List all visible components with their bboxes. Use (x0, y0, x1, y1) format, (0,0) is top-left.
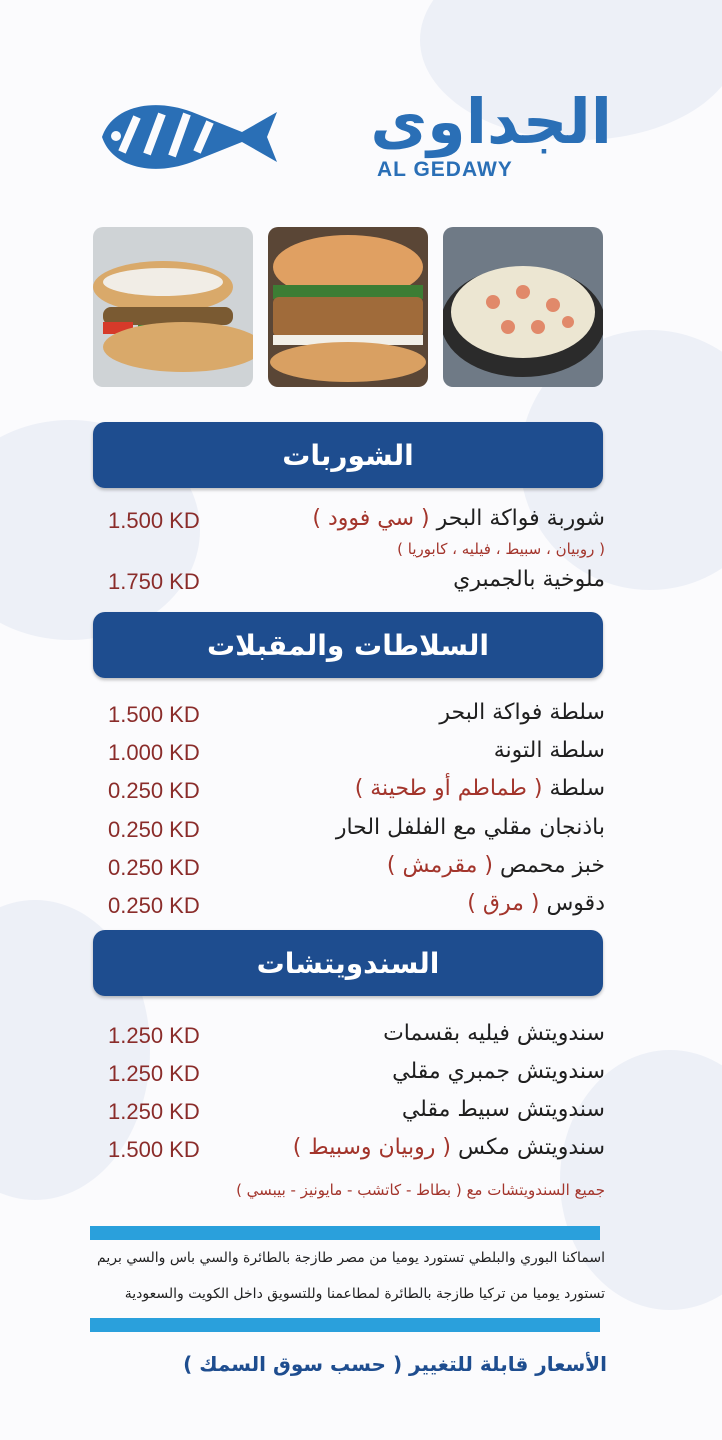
menu-item (100, 853, 605, 887)
item-name: سلطة فواكة البحر (439, 700, 605, 725)
item-price: 1.250 KD (108, 1023, 200, 1048)
brand-name-english: AL GEDAWY (377, 158, 513, 181)
price-disclaimer: الأسعار قابلة للتغيير ( حسب سوق السمك ) (183, 1352, 607, 1376)
menu-item (100, 506, 605, 540)
item-name: ملوخية بالجمبري (453, 567, 605, 592)
item-price: 0.250 KD (108, 893, 200, 918)
section-title: الشوربات (282, 438, 414, 472)
section-header-sandwiches (93, 930, 603, 996)
menu-item (100, 1059, 605, 1093)
menu-item (100, 1097, 605, 1131)
item-price: 1.500 KD (108, 702, 200, 727)
section-title: السلاطات والمقبلات (207, 628, 489, 662)
item-note: ( سي فوود ) (312, 506, 430, 531)
item-note: ( روبيان وسبيط ) (292, 1135, 451, 1160)
item-sub-note: ( روبيان ، سبيط ، فيليه ، كابوريا ) (397, 540, 605, 558)
item-price: 0.250 KD (108, 817, 200, 842)
fish-logo-icon (92, 92, 282, 182)
brand-name-arabic: الجداوى (370, 85, 612, 158)
item-name: باذنجان مقلي مع الفلفل الحار (335, 815, 605, 840)
divider-stripe (90, 1318, 600, 1332)
item-price: 1.250 KD (108, 1099, 200, 1124)
fish-sandwich-photo (93, 227, 253, 387)
menu-item (100, 738, 605, 772)
item-note: ( مقرمش ) (386, 853, 493, 878)
menu-item (100, 1021, 605, 1055)
section-header-salads (93, 612, 603, 678)
item-price: 1.500 KD (108, 1137, 200, 1162)
section-title: السندويتشات (256, 946, 440, 980)
item-name: سندويتش فيليه بقسمات (383, 1021, 605, 1046)
menu-item (100, 815, 605, 849)
menu-item (100, 700, 605, 734)
item-name: خبز محمص (499, 853, 605, 878)
item-price: 0.250 KD (108, 778, 200, 803)
item-price: 0.250 KD (108, 855, 200, 880)
food-photos (93, 227, 603, 387)
menu-item (100, 567, 605, 601)
menu-item (100, 1135, 605, 1169)
item-name: دقوس (546, 891, 605, 916)
item-name: شوربة فواكة البحر (436, 506, 605, 531)
item-name: سندويتش سبيط مقلي (401, 1097, 605, 1122)
info-line-2: تستورد يوميا من تركيا طازجة بالطائرة لمطاعمنا وللتسويق داخل الكويت والسعودية (124, 1286, 605, 1302)
item-name: سندويتش جمبري مقلي (392, 1059, 605, 1084)
item-price: 1.750 KD (108, 569, 200, 594)
menu-item (100, 891, 605, 925)
item-name: سلطة (549, 776, 605, 801)
divider-stripe (90, 1226, 600, 1240)
sandwiches-sub-note: جميع السندويتشات مع ( بطاط - كاتشب - مايونيز - بيبسي ) (236, 1181, 605, 1199)
section-header-soups (93, 422, 603, 488)
item-name: سندويتش مكس (457, 1135, 605, 1160)
fish-burger-photo (268, 227, 428, 387)
item-price: 1.500 KD (108, 508, 200, 533)
item-price: 1.250 KD (108, 1061, 200, 1086)
shrimp-soup-photo (443, 227, 603, 387)
menu-item (100, 776, 605, 810)
item-name: سلطة التونة (493, 738, 605, 763)
item-note: ( مرق ) (467, 891, 540, 916)
item-price: 1.000 KD (108, 740, 200, 765)
brand-logo (92, 82, 612, 192)
info-line-1: اسماكنا البوري والبلطي تستورد يوميا من مصر طازجة بالطائرة والسي باس والسي بريم (97, 1250, 605, 1266)
item-note: ( طماطم أو طحينة ) (354, 776, 543, 801)
